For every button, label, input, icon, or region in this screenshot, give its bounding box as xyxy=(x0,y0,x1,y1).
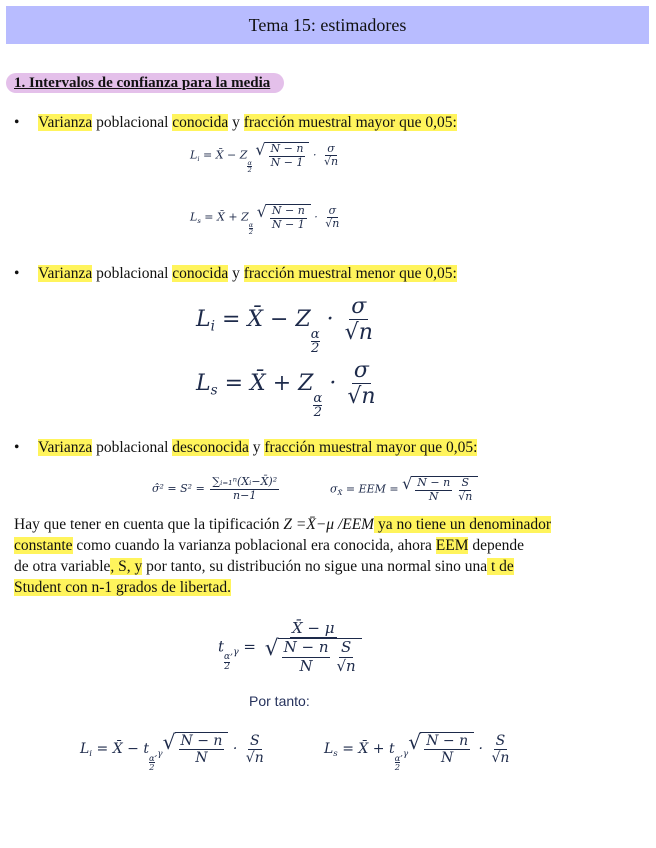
formula-t-statistic: t $\frac{\alpha}{2}$ $_{,\gamma}$ = X̄ − μ √ $\frac{N - n}{N}$ $\frac{S}{√n}$ xyxy=(218,620,366,675)
explanation-paragraph: Hay que tener en cuenta que la tipificación Z =X̄−μ /EEM ya no tiene un denominador constante como cuando la varianza poblacional era conocida, ahora EEM depende de otra variable, S, y por tanto, su distribución no sigue una normal sino una t de Student con n-1 grados de libertad. xyxy=(14,516,552,596)
formula-li-small: $L_i$ = X̄ − Z $\frac{\alpha}{2}$ √ $\frac{N - n}{N - 1}$ · $\frac{\sigma}{√n}$ xyxy=(190,140,339,175)
page-title-bar xyxy=(6,6,649,44)
formula-ls-small: $L_s$ = X̄ + Z $\frac{\alpha}{2}$ √ $\frac{N - n}{N - 1}$ · $\frac{\sigma}{√n}$ xyxy=(190,202,340,237)
formula-ls-large: $L_s$ = X̄ + Z $\frac{\alpha}{2}$ · $\frac{\sigma}{√n}$ xyxy=(196,358,376,420)
page-title: Tema 15: estimadores xyxy=(248,14,407,35)
bullet-1: • Varianza poblacional conocida y fracción muestral mayor que 0,05: xyxy=(14,114,457,131)
formula-ls-t: $L_s$ = X̄ + t $\frac{\alpha}{2}$ $_{,\gamma}$ √ $\frac{N - n}{N}$ · $\frac{S}{√n}$ xyxy=(324,730,510,773)
bullet-3: • Varianza poblacional desconocida y fracción muestral mayor que 0,05: xyxy=(14,439,478,456)
por-tanto-label: Por tanto: xyxy=(249,693,310,709)
formula-eem: $\sigma_{X̄}$ = EEM = √ $\frac{N - n}{N}$ $\frac{S}{√n}$ xyxy=(330,476,478,503)
formula-li-large: $L_i$ = X̄ − Z $\frac{\alpha}{2}$ · $\frac{\sigma}{√n}$ xyxy=(196,294,373,356)
bullet-2: • Varianza poblacional conocida y fracción muestral menor que 0,05: xyxy=(14,265,457,282)
section-heading: 1. Intervalos de confianza para la media xyxy=(6,73,284,93)
formula-sample-variance: σ̂² = S² = $\frac{\text{∑ᵢ₌₁ⁿ(Xᵢ−X̄)²}}{n-1}$ xyxy=(152,475,278,502)
formula-li-t: $L_i$ = X̄ − t $\frac{\alpha}{2}$ $_{,\gamma}$ √ $\frac{N - n}{N}$ · $\frac{S}{√n}$ xyxy=(80,730,264,773)
